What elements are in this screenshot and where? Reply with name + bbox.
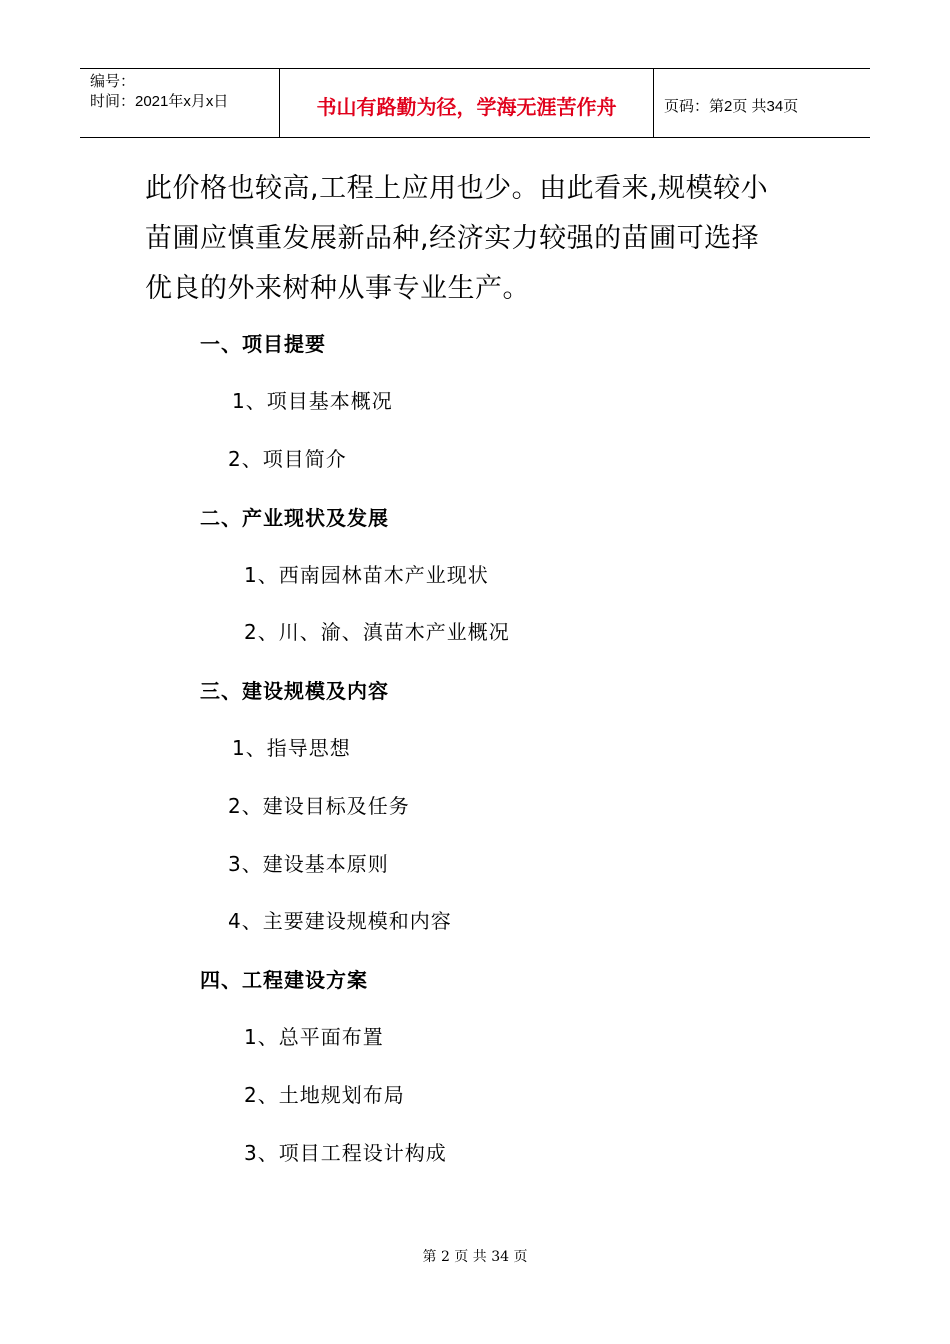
toc-section-heading: 三、建设规模及内容 bbox=[200, 679, 389, 703]
page-footer: 第 2 页 共 34 页 bbox=[422, 1249, 528, 1265]
toc-item: 2、川、渝、滇苗木产业概况 bbox=[244, 620, 510, 644]
page-header bbox=[80, 68, 870, 138]
header-page-cell bbox=[654, 69, 870, 137]
toc-item: 1、西南园林苗木产业现状 bbox=[244, 563, 489, 587]
toc-item: 1、指导思想 bbox=[232, 736, 351, 760]
toc-item: 4、主要建设规模和内容 bbox=[228, 909, 452, 933]
toc-item: 1、项目基本概况 bbox=[232, 389, 393, 413]
toc-item: 2、项目简介 bbox=[228, 447, 347, 471]
toc-section-heading: 二、产业现状及发展 bbox=[200, 506, 389, 530]
toc-item: 3、项目工程设计构成 bbox=[244, 1141, 447, 1165]
body-paragraph-line: 优良的外来树种从事专业生产。 bbox=[145, 273, 530, 304]
toc-item: 2、土地规划布局 bbox=[244, 1083, 405, 1107]
toc-item: 1、总平面布置 bbox=[244, 1025, 384, 1049]
header-motto-cell bbox=[280, 69, 654, 137]
header-page-info: 页码：第2页 共34页 bbox=[664, 98, 799, 115]
document-time-label: 时间：2021年x月x日 bbox=[90, 93, 229, 110]
toc-section-heading: 一、项目提要 bbox=[200, 332, 326, 356]
header-motto: 书山有路勤为径，学海无涯苦作舟 bbox=[316, 95, 617, 119]
body-paragraph-line: 此价格也较高,工程上应用也少。由此看来,规模较小 bbox=[145, 173, 769, 204]
body-paragraph-line: 苗圃应慎重发展新品种,经济实力较强的苗圃可选择 bbox=[145, 223, 760, 254]
toc-item: 3、建设基本原则 bbox=[228, 852, 389, 876]
header-meta-cell bbox=[80, 69, 280, 137]
document-number-label: 编号： bbox=[90, 73, 136, 90]
toc-section-heading: 四、工程建设方案 bbox=[200, 968, 368, 992]
toc-item: 2、建设目标及任务 bbox=[228, 794, 410, 818]
